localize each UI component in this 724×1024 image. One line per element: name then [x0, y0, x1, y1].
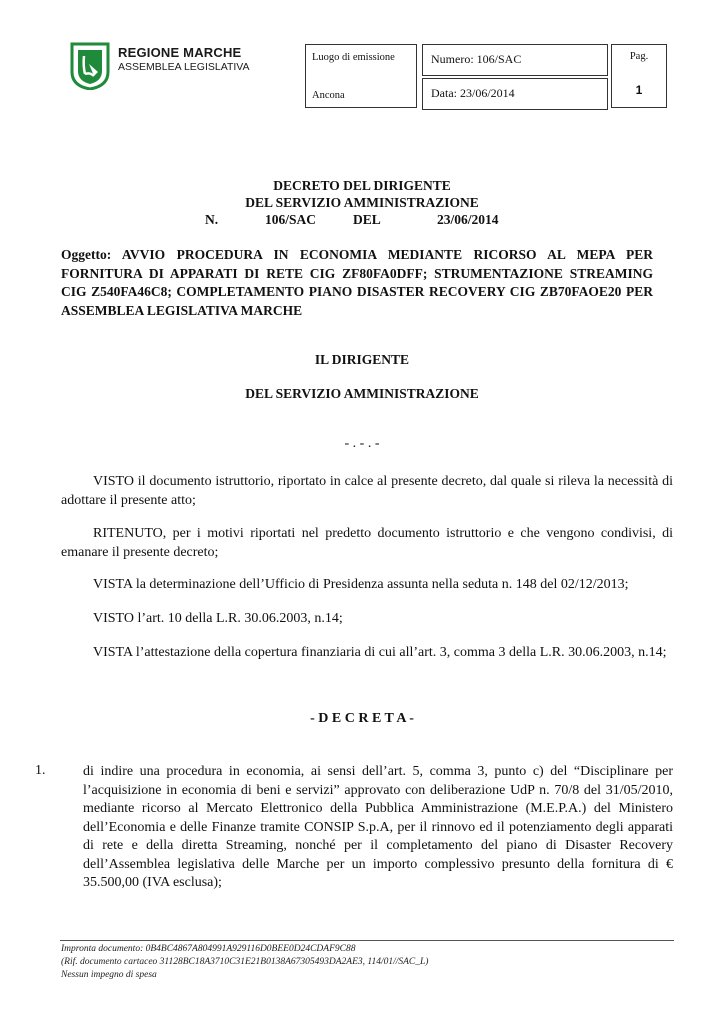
item-number: 1.: [35, 763, 46, 778]
decree-title-line2: DEL SERVIZIO AMMINISTRAZIONE: [245, 195, 479, 210]
data-value: Data: 23/06/2014: [431, 86, 515, 100]
paragraph-visto-documento: VISTO il documento istruttorio, riportato in calce al presente decreto, dal quale si rileva la necessità di adottare il presente atto;: [61, 474, 673, 508]
decreta-heading: - D E C R E T A -: [310, 711, 414, 726]
oggetto: Oggetto: AVVIO PROCEDURA IN ECONOMIA MEDIANTE RICORSO AL MEPA PER FORNITURA DI APPARATI DI RETE CIG ZF80FA0DFF; STRUMENTAZIONE STREAMING CIG Z540FA46C8; COMPLETAMENTO PIANO DISASTER RECOVERY CIG ZB70FAOE20 PER ASSEMBLEA LEGISLATIVA MARCHE: [61, 247, 653, 318]
footer-impronta: Impronta documento: 0B4BC4867A804991A929116D0BEE0D24CDAF9C88: [61, 944, 356, 954]
paragraph-ritenuto: RITENUTO, per i motivi riportati nel predetto documento istruttorio e che vengono condivisi, di emanare il presente decreto;: [61, 526, 673, 560]
data-box: [422, 78, 608, 110]
decree-n-label: N.: [205, 212, 219, 227]
decree-n-value: 106/SAC: [265, 212, 317, 227]
decree-title-line1: DECRETO DEL DIRIGENTE: [273, 178, 451, 193]
decree-del-value: 23/06/2014: [437, 212, 499, 227]
paragraph-visto-art10: VISTO l’art. 10 della L.R. 30.06.2003, n.14;: [93, 611, 343, 626]
footer-riferimento: (Rif. documento cartaceo 31128BC18A3710C31E21B0138A67305493DA2AE3, 114/01//SAC_L): [61, 957, 429, 967]
paragraph-vista-attestazione: VISTA l’attestazione della copertura finanziaria di cui all’art. 3, comma 3 della L.R. 30.06.2003, n.14;: [93, 645, 667, 660]
page-box: [611, 44, 667, 108]
page-number: 1: [635, 83, 643, 97]
separator: - . - . -: [344, 436, 380, 451]
luogo-box: [305, 44, 417, 108]
org-name: REGIONE MARCHE: [118, 45, 242, 60]
paragraph-vista-determinazione: VISTA la determinazione dell’Ufficio di Presidenza assunta nella seduta n. 148 del 02/12/2013;: [93, 577, 629, 592]
luogo-value: Ancona: [312, 90, 345, 101]
heading-servizio: DEL SERVIZIO AMMINISTRAZIONE: [245, 386, 479, 401]
org-subtitle: ASSEMBLEA LEGISLATIVA: [118, 61, 250, 73]
item-text: di indire una procedura in economia, ai sensi dell’art. 5, comma 3, punto c) del “Disciplinare per l’acquisizione in economia di beni e servizi” approvato con deliberazione UdP n. 70/8 del 31/05/2010, mediante ricorso al Mercato Elettronico della Pubblica Amministrazione (M.E.P.A.) del Ministero dell’Economia e delle Finanze tramite CONSIP S.p.A, per il rinnovo ed il potenziamento degli apparati di rete e della diretta Streaming, nonché per il completamento del piano di Disaster Recovery dell’Assemblea legislativa delle Marche per un importo complessivo presunto della fornitura di € 35.500,00 (IVA esclusa);: [83, 764, 673, 890]
regione-marche-logo: [70, 42, 110, 90]
heading-dirigente: IL DIRIGENTE: [314, 352, 410, 367]
luogo-label: Luogo di emissione: [312, 52, 395, 63]
numero-box: [422, 44, 608, 76]
footer-impegno: Nessun impegno di spesa: [61, 970, 157, 980]
page-label: Pag.: [629, 51, 649, 62]
decree-del-label: DEL: [353, 212, 381, 227]
numero-value: Numero: 106/SAC: [431, 52, 522, 66]
footer-divider: [60, 940, 674, 941]
